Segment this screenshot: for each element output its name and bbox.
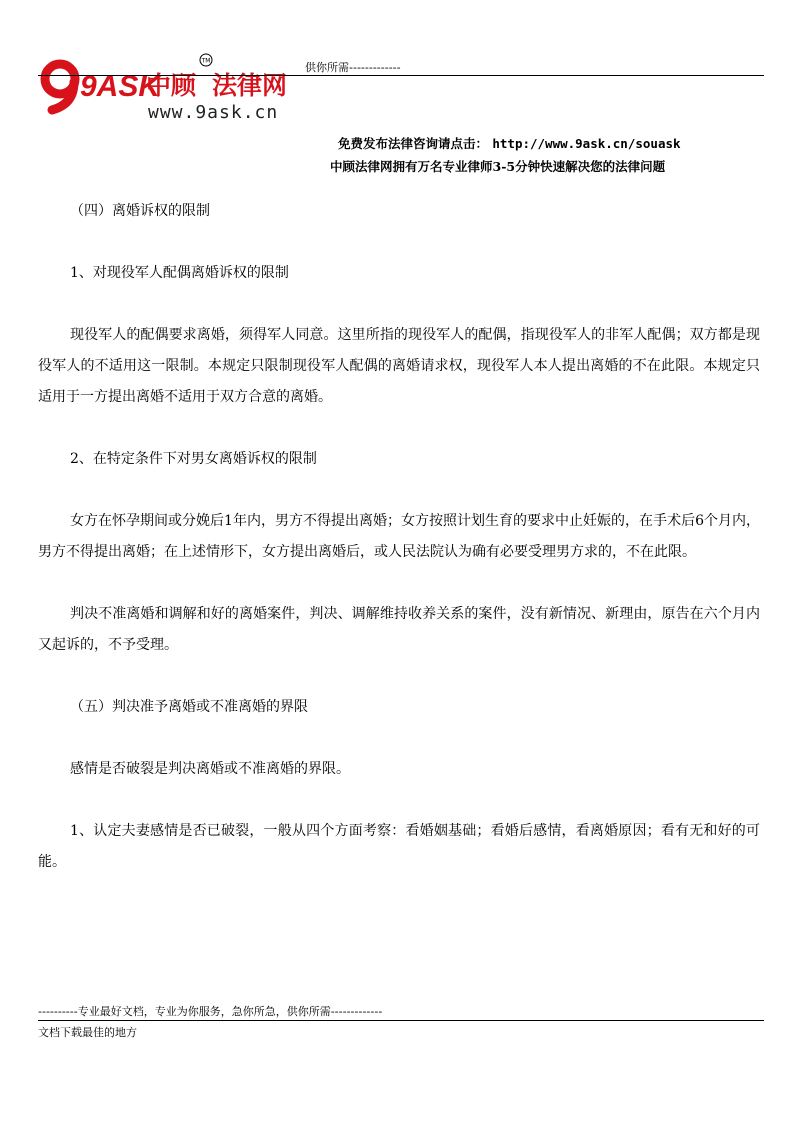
paragraph: 感情是否破裂是判决离婚或不准离婚的界限。 [70, 761, 350, 777]
logo-brand: 9ASK [80, 70, 161, 103]
paragraph: 女方在怀孕期间或分娩后1年内，男方不得提出离婚；女方按照计划生育的要求中止妊娠的，在手术后6个月内，男方不得提出离婚；在上述情形下，女方提出离婚后，或人民法院认为确有必要受理男方求的，不在此限。 [38, 513, 760, 560]
logo-mark-icon [45, 64, 75, 110]
logo-cn-2: 法律网 [212, 71, 288, 100]
trademark-text: TM [201, 57, 211, 65]
subheading-2: 2、在特定条件下对男女离婚诉权的限制 [70, 451, 317, 467]
footer-sub: 文档下载最佳的地方 [38, 1026, 137, 1039]
promo-line-2: 中顾法律网拥有万名专业律师3-5分钟快速解决您的法律问题 [330, 159, 666, 174]
promo-link[interactable]: http://www.9ask.cn/souask [492, 136, 681, 151]
section-heading-5: （五）判决准予离婚或不准离婚的界限 [70, 699, 308, 715]
site-logo[interactable] [38, 52, 310, 130]
header-divider [38, 75, 764, 76]
paragraph: 判决不准离婚和调解和好的离婚案件，判决、调解维持收养关系的案件，没有新情况、新理由，原告在六个月内又起诉的，不予受理。 [38, 606, 760, 653]
paragraph: 1、认定夫妻感情是否已破裂，一般从四个方面考察：看婚姻基础；看婚后感情，看离婚原因；看有无和好的可能。 [38, 823, 760, 870]
document-body [38, 196, 760, 909]
header-note: 供你所需------------- [305, 61, 401, 74]
section-heading-4: （四）离婚诉权的限制 [70, 203, 210, 219]
subheading-1: 1、对现役军人配偶离婚诉权的限制 [70, 265, 289, 281]
logo-url: www.9ask.cn [148, 102, 279, 123]
trademark-icon [200, 54, 212, 66]
logo-cn-1: 中顾 [146, 71, 197, 100]
footer-divider [38, 1020, 764, 1021]
promo-line-1 [338, 134, 681, 152]
promo-label: 免费发布法律咨询请点击： [338, 136, 489, 151]
paragraph: 现役军人的配偶要求离婚，须得军人同意。这里所指的现役军人的配偶，指现役军人的非军人配偶；双方都是现役军人的不适用这一限制。本规定只限制现役军人配偶的离婚请求权，现役军人本人提出离婚的不在此限。本规定只适用于一方提出离婚不适用于双方合意的离婚。 [38, 327, 760, 405]
footer-note: ----------专业最好文档，专业为你服务，急你所急，供你所需------------- [38, 1005, 383, 1018]
